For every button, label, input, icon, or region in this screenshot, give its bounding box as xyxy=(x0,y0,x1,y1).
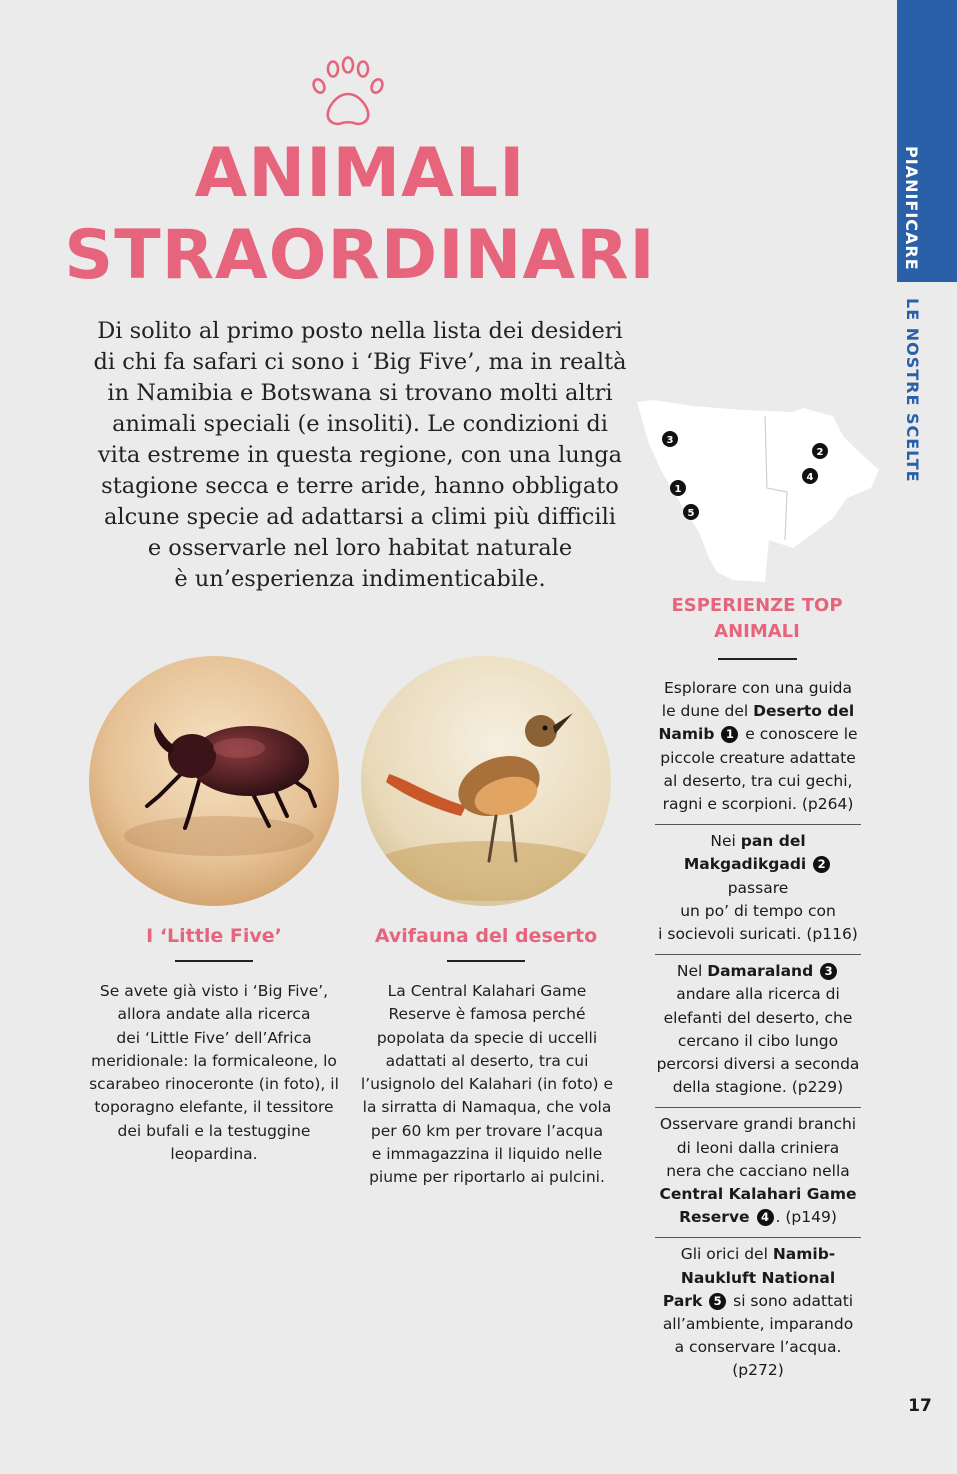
feature-line: dei bufali e la testuggine xyxy=(117,1121,311,1140)
map-marker: 5 xyxy=(687,508,695,519)
experience-text: passare xyxy=(727,878,789,897)
feature-line: Se avete già visto i ‘Big Five’, xyxy=(99,982,329,1000)
experience-text: andare alla ricerca di xyxy=(676,985,840,1004)
feature-line: toporagno elefante, il tessitore xyxy=(94,1098,334,1117)
map-number-badge: 4 xyxy=(757,1209,774,1226)
feature-text xyxy=(79,980,349,1166)
experience-text: i socievoli suricati. (p116) xyxy=(658,925,858,944)
experience-line xyxy=(655,747,861,770)
experience-line xyxy=(655,983,861,1006)
feature-line: Reserve è famosa perché xyxy=(388,1005,586,1024)
place-name: Deserto del xyxy=(753,702,855,721)
feature-title: Avifauna del deserto xyxy=(374,925,598,947)
map-marker: 3 xyxy=(666,435,674,446)
section-tab-label[interactable]: PIANIFICARE xyxy=(902,146,921,271)
feature-text xyxy=(351,980,623,1190)
intro-line: animali speciali (e insoliti). Le condizioni di xyxy=(112,411,608,437)
page-title-line-1: ANIMALI xyxy=(194,134,526,213)
experience-line xyxy=(655,793,861,816)
place-name: Central Kalahari Game xyxy=(659,1185,857,1204)
experience-item xyxy=(655,1108,861,1238)
place-name: Makgadikgadi xyxy=(683,855,807,874)
experience-line xyxy=(655,1313,861,1336)
experience-text xyxy=(714,725,719,743)
experience-line xyxy=(655,1076,861,1099)
experience-line xyxy=(655,900,861,923)
map-number-badge: 5 xyxy=(709,1293,726,1310)
map-number-badge: 2 xyxy=(813,856,830,873)
experience-text: Esplorare con una guida xyxy=(664,679,852,697)
place-name: Namib- xyxy=(772,1245,836,1264)
experience-line xyxy=(655,1160,861,1183)
experience-text: ragni e scorpioni. (p264) xyxy=(662,795,854,814)
experience-item xyxy=(655,825,861,955)
place-name: Naukluft National xyxy=(680,1268,836,1287)
top-experiences-heading: ESPERIENZE TOP xyxy=(671,595,843,616)
feature-line: La Central Kalahari Game xyxy=(387,982,587,1000)
place-name: pan del xyxy=(740,832,806,851)
map-marker: 1 xyxy=(674,484,682,495)
intro-line: alcune specie ad adattarsi a climi più difficili xyxy=(104,504,616,530)
experience-text: della stagione. (p229) xyxy=(672,1078,844,1097)
experience-text: Nei xyxy=(710,832,741,851)
map-number-badge: 3 xyxy=(820,963,837,980)
feature-line: allora andate alla ricerca xyxy=(117,1005,311,1024)
place-name: Namib xyxy=(658,725,715,744)
experience-text: un po’ di tempo con xyxy=(680,901,836,920)
experience-line xyxy=(655,1359,861,1382)
experience-text xyxy=(702,1292,707,1310)
experience-text: nera che cacciano nella xyxy=(666,1161,850,1180)
map-marker: 4 xyxy=(806,472,814,483)
experience-line xyxy=(655,1053,861,1076)
intro-line: è un’esperienza indimenticabile. xyxy=(174,566,546,592)
intro-line: stagione secca e terre aride, hanno obbligato xyxy=(101,473,619,499)
experience-item xyxy=(655,1238,861,1390)
feature-title: I ‘Little Five’ xyxy=(146,925,282,947)
feature-line: per 60 km per trovare l’acqua xyxy=(370,1121,604,1140)
divider xyxy=(447,960,525,962)
experience-line xyxy=(655,770,861,793)
experience-text: cercano il cibo lungo xyxy=(677,1031,839,1050)
experience-text: (p272) xyxy=(732,1361,784,1380)
experience-line xyxy=(655,700,861,723)
experience-text: le dune del xyxy=(661,702,754,721)
top-experiences-subheading: ANIMALI xyxy=(714,621,800,642)
feature-line: dei ‘Little Five’ dell’Africa xyxy=(116,1028,312,1047)
experience-text: piccole creature adattate xyxy=(660,748,856,767)
experience-text: Gli orici del xyxy=(680,1245,773,1264)
feature-line: scarabeo rinoceronte (in foto), il xyxy=(89,1075,339,1094)
feature-line: e immagazzina il liquido nelle xyxy=(371,1145,603,1164)
experience-text xyxy=(750,1208,755,1226)
feature-line: la sirratta di Namaqua, che vola xyxy=(362,1098,612,1117)
feature-line: adattati al deserto, tra cui xyxy=(385,1051,589,1070)
feature-line: popolata da specie di uccelli xyxy=(376,1028,598,1047)
place-name: Damaraland xyxy=(707,962,814,981)
intro-line: di chi fa safari ci sono i ‘Big Five’, ma in realtà xyxy=(93,349,627,375)
experience-line xyxy=(655,1267,861,1290)
experience-line xyxy=(655,723,861,746)
experience-line xyxy=(655,1007,861,1030)
experience-text: di leoni dalla criniera xyxy=(676,1138,840,1157)
experience-line xyxy=(655,1030,861,1053)
map-number-badge: 1 xyxy=(721,726,738,743)
experience-line xyxy=(655,853,861,899)
experience-text: si sono adattati xyxy=(728,1291,854,1310)
experience-line xyxy=(655,1336,861,1359)
intro-line: vita estreme in questa regione, con una lunga xyxy=(97,442,623,468)
experience-item xyxy=(655,955,861,1108)
experience-text: a conservare l’acqua. xyxy=(674,1338,842,1357)
intro-paragraph xyxy=(80,316,640,595)
experience-line xyxy=(655,1243,861,1266)
experience-text: all’ambiente, imparando xyxy=(662,1315,854,1334)
experience-line xyxy=(655,923,861,946)
experience-text: Nel xyxy=(676,962,708,981)
subsection-tab-label[interactable]: LE NOSTRE SCELTE xyxy=(903,298,922,483)
page-number: 17 xyxy=(908,1396,932,1416)
intro-line: Di solito al primo posto nella lista dei desideri xyxy=(97,318,623,344)
namibia-botswana-map xyxy=(633,392,881,592)
experience-text: e conoscere le xyxy=(740,725,858,744)
intro-line: in Namibia e Botswana si trovano molti altri xyxy=(107,380,613,406)
page-title-line-2: STRAORDINARI xyxy=(64,216,656,295)
divider xyxy=(175,960,253,962)
experience-text xyxy=(806,855,811,873)
bird-photo xyxy=(361,656,611,906)
feature-line: meridionale: la formicaleone, lo xyxy=(91,1051,337,1070)
experience-line xyxy=(655,677,861,700)
feature-line: piume per riportarlo ai pulcini. xyxy=(369,1168,605,1187)
beetle-photo xyxy=(89,656,339,906)
experience-text: al deserto, tra cui gechi, xyxy=(663,771,853,790)
experience-text: elefanti del deserto, che xyxy=(663,1008,853,1027)
intro-line: e osservarle nel loro habitat naturale xyxy=(147,535,573,561)
experience-item xyxy=(655,672,861,825)
feature-line: leopardina. xyxy=(170,1145,258,1164)
experience-line xyxy=(655,960,861,983)
experience-line xyxy=(655,1183,861,1206)
experience-line xyxy=(655,830,861,853)
feature-line: l’usignolo del Kalahari (in foto) e xyxy=(360,1075,614,1094)
experience-text: Osservare grandi branchi xyxy=(659,1115,857,1134)
divider xyxy=(718,658,797,660)
paw-print-icon xyxy=(308,56,388,132)
experience-text xyxy=(813,962,818,980)
experience-text: . (p149) xyxy=(775,1208,837,1227)
experience-line xyxy=(655,1137,861,1160)
experience-line xyxy=(655,1290,861,1313)
place-name: Reserve xyxy=(679,1208,750,1227)
place-name: Park xyxy=(662,1291,703,1310)
experience-line xyxy=(655,1206,861,1229)
experience-line xyxy=(655,1113,861,1136)
experience-text: percorsi diversi a seconda xyxy=(656,1055,860,1074)
top-experiences-list xyxy=(655,672,861,1391)
map-marker: 2 xyxy=(816,447,824,458)
